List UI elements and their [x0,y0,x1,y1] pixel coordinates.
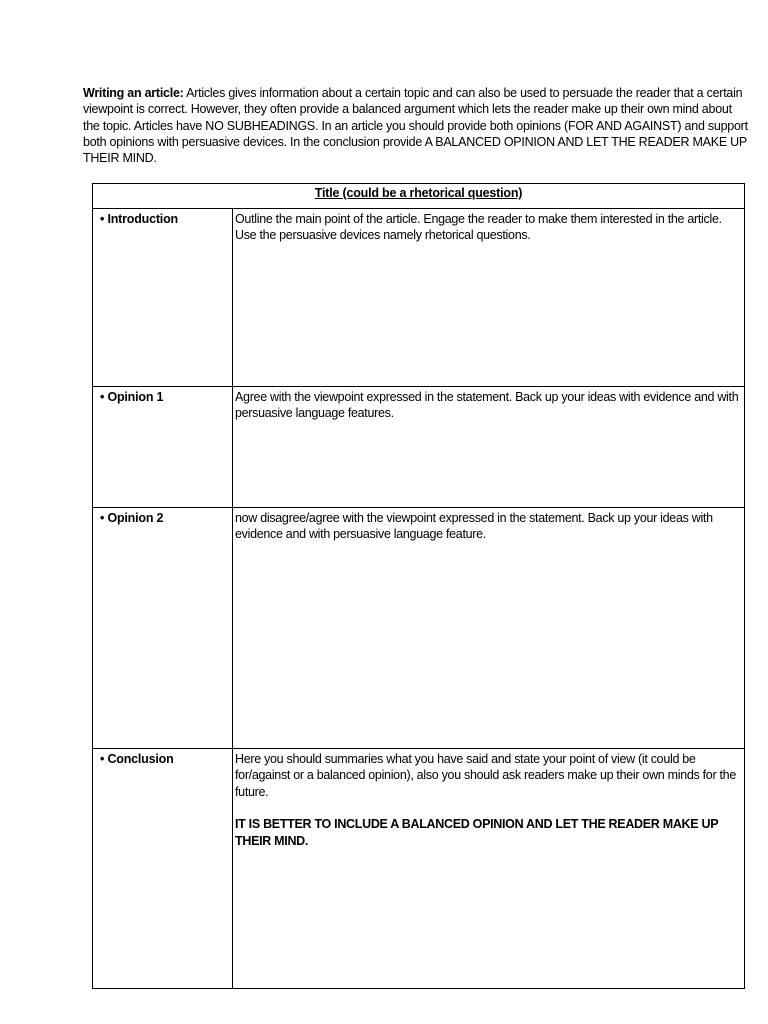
row-label: • Conclusion [93,749,233,988]
intro-heading: Writing an article: [83,86,184,100]
row-label: • Introduction [93,209,233,386]
row-label: • Opinion 1 [93,387,233,507]
intro-paragraph [83,85,751,166]
row-description: Outline the main point of the article. Engage the reader to make them interested in the article. Use the persuasive devices namely rhetorical questions. [235,212,722,243]
row-text [234,749,744,988]
article-plan-table [92,183,745,989]
table-title: Title (could be a rhetorical question) [314,186,523,200]
row-emphasis: IT IS BETTER TO INCLUDE A BALANCED OPINION AND LET THE READER MAKE UP THEIR MIND. [235,817,719,848]
row-description: Here you should summaries what you have said and state your point of view (it could be for/against or a balanced opinion), also you should ask readers make up their own minds for the future. [235,752,736,799]
table-row-opinion-1 [93,387,744,508]
row-text [234,508,744,748]
table-row-conclusion [93,749,744,988]
row-description: now disagree/agree with the viewpoint expressed in the statement. Back up your ideas with evidence and with persuasive language feature. [235,511,713,542]
intro-body: Articles gives information about a certain topic and can also be used to persuade the reader that a certain viewpoint is correct. However, they often provide a balanced argument which lets the reader make up their own mind about the topic. Articles have NO SUBHEADINGS. In an article you should provide both opinions (FOR AND AGAINST) and support both opinions with persuasive devices. In the conclusion provide A BALANCED OPINION AND LET THE READER MAKE UP THEIR MIND. [83,86,748,166]
row-text [234,209,744,386]
row-description: Agree with the viewpoint expressed in the statement. Back up your ideas with evidence and with persuasive language features. [235,390,739,421]
row-text [234,387,744,507]
table-title-row [93,184,744,209]
row-label: • Opinion 2 [93,508,233,748]
table-row-introduction [93,209,744,387]
table-row-opinion-2 [93,508,744,749]
